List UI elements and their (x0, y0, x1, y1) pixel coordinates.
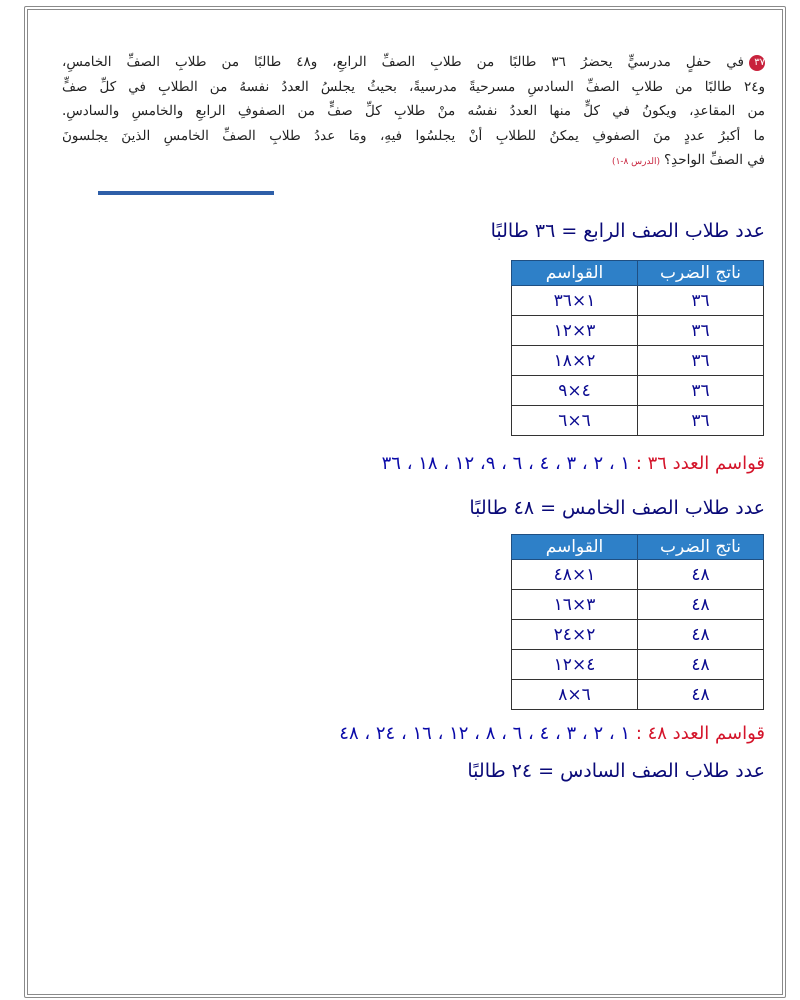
factors-list: ١ ، ٢ ، ٣ ، ٤ ، ٦ ، ٩، ١٢ ، ١٨ ، ٣٦ (381, 453, 631, 474)
sixth-grade-heading: عدد طلاب الصف السادس = ٢٤ طالبًا (467, 760, 765, 782)
table-header-row (512, 261, 764, 286)
table-cell: ٣×١٢ (512, 316, 638, 346)
table-cell: ٤٨ (638, 560, 764, 590)
table-cell: ٦×٦ (512, 406, 638, 436)
column-header-factors: القواسم (512, 261, 638, 286)
problem-line: و٢٤ طالبًا من طلابِ الصفِّ السادسِ مسرحيةً مدرسيةً، بحيثُ يجلسُ العددُ نفسهُ من الطلابِ في كلِّ صفٍّ (62, 78, 765, 95)
table-cell: ٣×١٦ (512, 590, 638, 620)
table-row (512, 346, 764, 376)
factors-label: قواسم العدد ٤٨ : (635, 723, 765, 744)
table-row (512, 406, 764, 436)
table-row (512, 560, 764, 590)
problem-text: في الصفِّ الواحدِ؟ (663, 152, 765, 168)
problem-line (62, 148, 765, 175)
table-cell: ٣٦ (638, 286, 764, 316)
table-cell: ٦×٨ (512, 680, 638, 710)
table-row (512, 620, 764, 650)
table-cell: ٣٦ (638, 346, 764, 376)
table-row (512, 286, 764, 316)
table-header-row (512, 535, 764, 560)
problem-line: ما أكبرُ عددٍ منَ الصفوفِ يمكنُ للطلابِ أنْ يجلسُوا فيهِ، ومَا عددُ طلابِ الصفِّ الخامسِ الذينَ يجلسونَ (62, 127, 765, 144)
table-cell: ٤٨ (638, 650, 764, 680)
question-number-badge: ٣٧ (749, 55, 765, 71)
table-cell: ٤×٩ (512, 376, 638, 406)
problem-text: في حفلٍ مدرسيٍّ يحضرُ ٣٦ طالبًا من طلابِ الصفِّ الرابعِ، و٤٨ طالبًا من طلابِ الصفِّ الخامسِ، (62, 54, 744, 70)
table-cell: ٢×١٨ (512, 346, 638, 376)
table-cell: ٣٦ (638, 376, 764, 406)
table-cell: ٣٦ (638, 406, 764, 436)
factors-of-36 (382, 453, 765, 474)
table-cell: ٤٨ (638, 680, 764, 710)
table-row (512, 680, 764, 710)
column-header-factors: القواسم (512, 535, 638, 560)
table-row (512, 376, 764, 406)
table-row (512, 316, 764, 346)
table-row (512, 650, 764, 680)
table-cell: ٤٨ (638, 590, 764, 620)
column-header-product: ناتج الضرب (638, 535, 764, 560)
table-cell: ٢×٢٤ (512, 620, 638, 650)
table-cell: ٣٦ (638, 316, 764, 346)
page-content (62, 50, 765, 782)
table-cell: ٤×١٢ (512, 650, 638, 680)
column-header-product: ناتج الضرب (638, 261, 764, 286)
table-cell: ١×٣٦ (512, 286, 638, 316)
divider-bar (98, 191, 274, 195)
fourth-grade-heading: عدد طلاب الصف الرابع = ٣٦ طالبًا (490, 220, 765, 242)
factors-of-48 (339, 723, 765, 744)
problem-statement (62, 50, 765, 175)
factors-list: ١ ، ٢ ، ٣ ، ٤ ، ٦ ، ٨ ، ١٢ ، ١٦ ، ٢٤ ، ٤٨ (339, 723, 631, 744)
table-row (512, 590, 764, 620)
table-cell: ٤٨ (638, 620, 764, 650)
table-cell: ١×٤٨ (512, 560, 638, 590)
fifth-grade-heading: عدد طلاب الصف الخامس = ٤٨ طالبًا (469, 497, 765, 519)
lesson-reference: (الدرس ٨-١) (612, 157, 660, 167)
problem-line: من المقاعدِ، ويكونُ في كلٍّ منها العددُ نفسُه منْ طلابِ كلِّ صفٍّ من الصفوفِ الرابعِ والخامسِ والسادسِ. (62, 103, 765, 119)
factors-table-48 (511, 534, 764, 710)
factors-table-36 (511, 260, 764, 436)
factors-label: قواسم العدد ٣٦ : (635, 453, 765, 474)
problem-line (62, 50, 765, 75)
